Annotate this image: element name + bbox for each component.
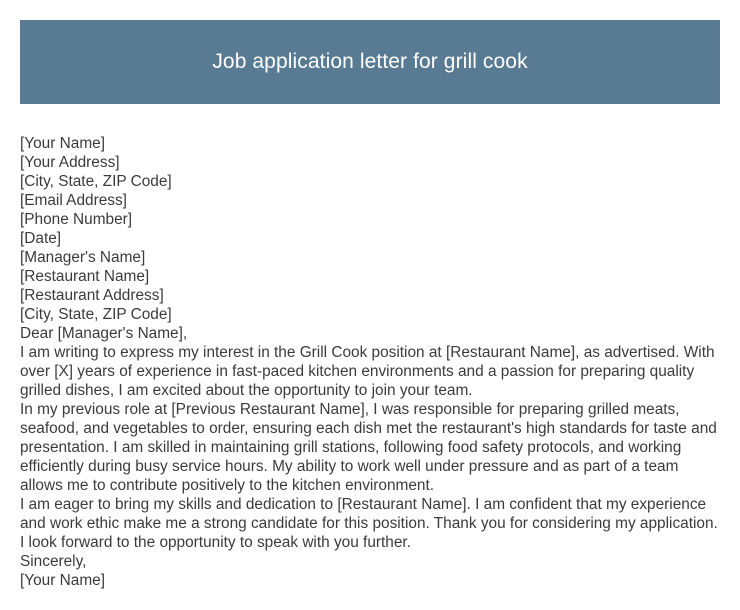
page-title: Job application letter for grill cook xyxy=(212,50,528,73)
paragraph-closing: I am eager to bring my skills and dedication to [Restaurant Name]. I am confident that my experience and work ethic make me a strong candidate for this position. Thank you for considering my application. I look forward to the opportunity to speak with you further. xyxy=(20,496,718,551)
recipient-manager-name: [Manager's Name] xyxy=(20,249,146,266)
recipient-city-state-zip: [City, State, ZIP Code] xyxy=(20,306,172,323)
signature: [Your Name] xyxy=(20,572,105,589)
paragraph-experience: In my previous role at [Previous Restaurant Name], I was responsible for preparing grilled meats, seafood, and vegetables to order, ensuring each dish met the restaurant's high standards for taste and presentation. I am skilled in maintaining grill stations, following food safety protocols, and working efficiently during busy service hours. My ability to work well under pressure and as part of a team allows me to contribute positively to the kitchen environment. xyxy=(20,401,717,494)
letter-body xyxy=(20,134,724,590)
salutation: Dear [Manager's Name], xyxy=(20,325,188,342)
recipient-restaurant-name: [Restaurant Name] xyxy=(20,268,150,285)
recipient-restaurant-address: [Restaurant Address] xyxy=(20,287,164,304)
sender-address: [Your Address] xyxy=(20,154,120,171)
paragraph-intro: I am writing to express my interest in the Grill Cook position at [Restaurant Name], as advertised. With over [X] years of experience in fast-paced kitchen environments and a passion for preparing quality grilled dishes, I am excited about the opportunity to join your team. xyxy=(20,344,715,399)
sender-phone: [Phone Number] xyxy=(20,211,133,228)
sender-name: [Your Name] xyxy=(20,135,105,152)
closing: Sincerely, xyxy=(20,553,87,570)
header-banner xyxy=(20,20,720,104)
sender-city-state-zip: [City, State, ZIP Code] xyxy=(20,173,172,190)
letter-date: [Date] xyxy=(20,230,62,247)
sender-email: [Email Address] xyxy=(20,192,127,209)
